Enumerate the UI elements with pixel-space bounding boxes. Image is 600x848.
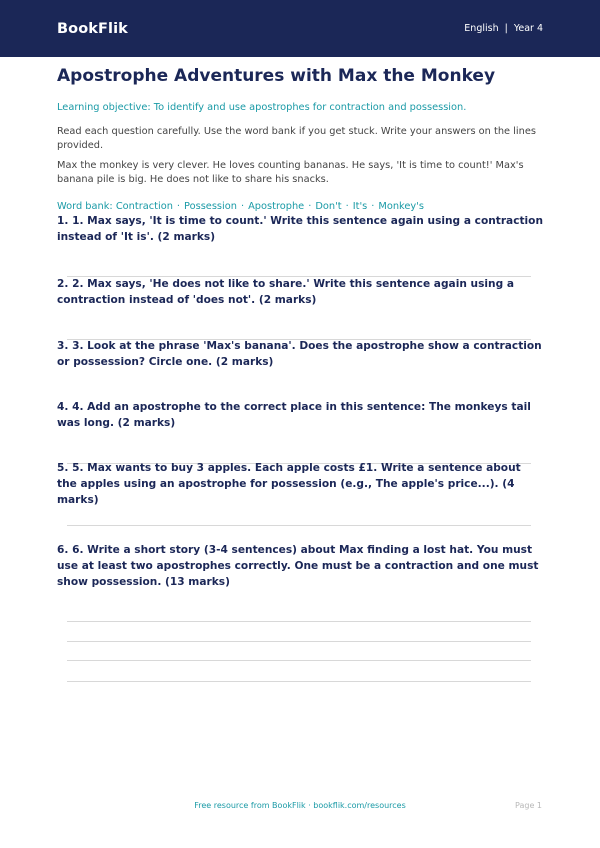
header-separator: | — [504, 23, 508, 34]
answer-line[interactable] — [67, 660, 531, 661]
instructions-text: Read each question carefully. Use the word bank if you get stuck. Write your answers on the lines provided. — [57, 126, 536, 151]
word-bank-word: Possession — [184, 201, 237, 212]
story-text: Max the monkey is very clever. He loves counting bananas. He says, 'It is time to count!' Max's banana pile is big. He does not like to share his snacks. — [57, 160, 524, 185]
learning-objective: Learning objective: To identify and use apostrophes for contraction and possession. — [57, 102, 467, 113]
question-6: 6. 6. Write a short story (3-4 sentences) about Max finding a lost hat. You must use at least two apostrophes correctly. One must be a contraction and one must show possession. (13 marks) — [57, 544, 539, 588]
header-meta — [464, 23, 543, 34]
intro-section — [57, 64, 543, 214]
question-3: 3. 3. Look at the phrase 'Max's banana'. Does the apostrophe show a contraction or possession? Circle one. (2 marks) — [57, 340, 542, 368]
answer-line[interactable] — [67, 621, 531, 622]
subject-label: English — [464, 23, 499, 34]
answer-line[interactable] — [67, 525, 531, 526]
question-2: 2. 2. Max says, 'He does not like to share.' Write this sentence again using a contraction instead of 'does not'. (2 marks) — [57, 278, 514, 306]
question-1: 1. 1. Max says, 'It is time to count.' Write this sentence again using a contraction instead of 'It is'. (2 marks) — [57, 215, 543, 243]
year-label: Year 4 — [513, 23, 543, 34]
page-title: Apostrophe Adventures with Max the Monkey — [57, 66, 496, 86]
word-bank-word: Apostrophe — [248, 201, 305, 212]
word-bank-word: Contraction — [115, 201, 173, 212]
word-bank-word: Don't — [315, 201, 342, 212]
answer-line[interactable] — [67, 681, 531, 682]
answer-line[interactable] — [67, 641, 531, 642]
word-bank-label: Word bank: — [57, 201, 113, 212]
question-5: 5. 5. Max wants to buy 3 apples. Each apple costs £1. Write a sentence about the apples using an apostrophe for possession (e.g., The apple's price...). (4 marks) — [57, 462, 521, 506]
word-bank-word: Monkey's — [378, 201, 425, 212]
brand-logo[interactable]: BookFlik — [57, 20, 128, 37]
page-number: Page 1 — [515, 801, 542, 810]
site-header — [0, 0, 600, 57]
question-4: 4. 4. Add an apostrophe to the correct place in this sentence: The monkeys tail was long. (2 marks) — [57, 401, 531, 429]
word-bank-word: It's — [352, 201, 368, 212]
word-bank: Word bank: Contraction · Possession · Apostrophe · Don't · It's · Monkey's — [57, 201, 425, 212]
footer-resource-link[interactable]: Free resource from BookFlik · bookflik.com/resources — [194, 801, 406, 810]
